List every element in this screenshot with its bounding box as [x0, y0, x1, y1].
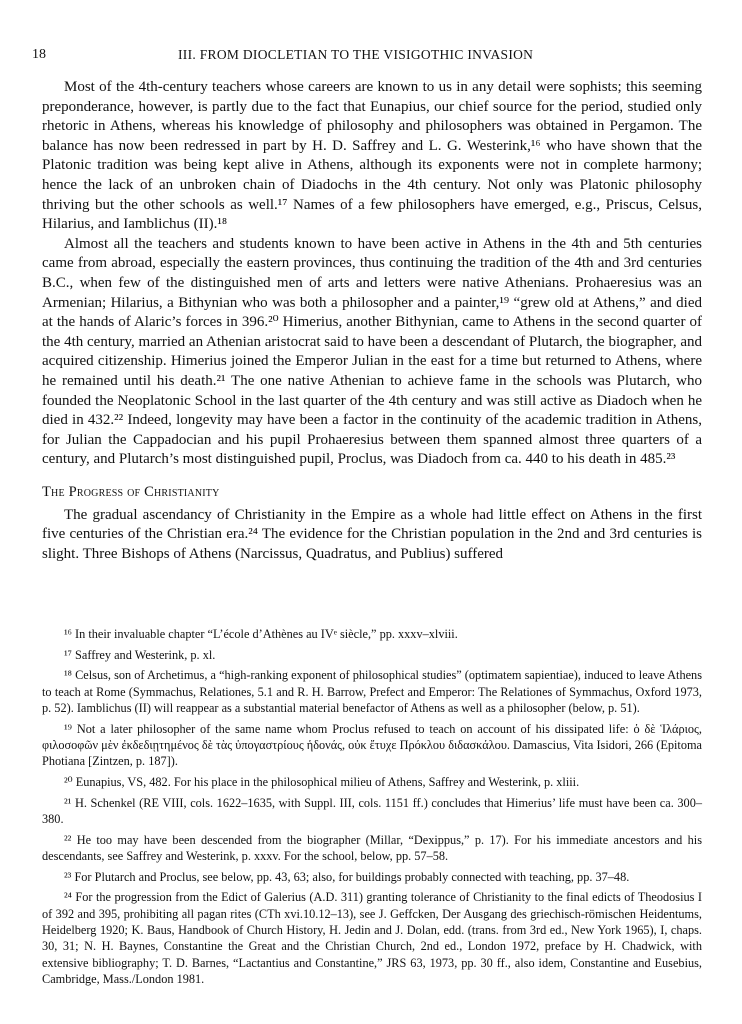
footnote-24: ²⁴ For the progression from the Edict of Galerius (A.D. 311) granting tolerance of Christianity to the final edicts of Theodosius I of 392 and 395, prohibiting all pagan rites (CTh xvi.10.12–13), see J. Geffcken, Der Ausgang des griechisch-römischen Heidentums, Heidelberg 1920; K. Baus, Handbook of Church History, H. Jedin and J. Dolan, edd. (trans. from 3rd ed., New York 1965), I, chaps. 30, 31; N. H. Baynes, Constantine the Great and the Christian Church, 2nd ed., London 1972, preface by H. Chadwick, with extensive bibliography; T. D. Barnes, “Lactantius and Constantine,” JRS 63, 1973, pp. 30 ff., also idem, Constantine and Eusebius, Cambridge, Mass./London 1981. [42, 890, 702, 987]
section-heading: The Progress of Christianity [42, 483, 220, 500]
paragraph-1: Most of the 4th-century teachers whose careers are known to us in any detail were sophists; this seeming preponderance, however, is partly due to the fact that Eunapius, our chief source for the period, studied only rhetoric in Athens, whereas his knowledge of philosophy and philosophers was obtained in Pergamon. The balance has now been redressed in part by H. D. Saffrey and L. G. Westerink,¹⁶ who have shown that the Platonic tradition was being kept alive in Athens, although its exponents were not in complete harmony; hence the lack of an unbroken chain of Diadochs in the 4th century. Not only was Platonic philosophy thriving but the other schools as well.¹⁷ Names of a few philosophers have emerged, e.g., Priscus, Celsus, Hilarius, and Iamblichus (II).¹⁸ [42, 79, 702, 233]
footnote-23: ²³ For Plutarch and Proclus, see below, pp. 43, 63; also, for buildings probably connected with teaching, pp. 37–48. [64, 869, 630, 884]
footnote-16: ¹⁶ In their invaluable chapter “L’école d’Athènes au IVᵉ siècle,” pp. xxxv–xlviii. [64, 627, 458, 641]
page-number: 18 [32, 47, 46, 62]
footnotes [42, 626, 702, 992]
running-head: III. FROM DIOCLETIAN TO THE VISIGOTHIC INVASION [178, 47, 534, 62]
paragraph-2: Almost all the teachers and students known to have been active in Athens in the 4th and 5th centuries came from abroad, especially the eastern provinces, thus continuing the tradition of the 4th and 3rd centuries B.C., when few of the distinguished men of arts and letters were native Athenians. Prohaeresius was an Armenian; Hilarius, a Bithynian who was both a philosopher and a painter,¹⁹ “grew old at Athens,” and died at the hands of Alaric’s forces in 396.²⁰ Himerius, another Bithynian, came to Athens in the second quarter of the 4th century, married an Athenian aristocrat said to have been a descendant of Plutarch, the biographer, and acquired citizenship. Himerius joined the Emperor Julian in the east for a time but returned to Athens, where he remained until his death.²¹ The one native Athenian to achieve fame in the schools was Plutarch, who founded the Neoplatonic School in the last quarter of the 4th century and was still active as Diadoch when he died in 432.²² Indeed, longevity may have been a factor in the continuity of the academic tradition in Athens, for Julian the Cappadocian and his pupil Prohaeresius between them spanned almost three quarters of a century, and Plutarch’s most distinguished pupil, Proclus, was Diadoch from ca. 440 to his death in 485.²³ [42, 235, 702, 468]
footnote-20: ²⁰ Eunapius, VS, 482. For his place in the philosophical milieu of Athens, Saffrey and Westerink, p. xliii. [64, 775, 580, 789]
footnote-22: ²² He too may have been descended from the biographer (Millar, “Dexippus,” p. 17). For his immediate ancestors and his descendants, see Saffrey and Westerink, p. xxxv. For the school, below, pp. 57–58. [42, 832, 702, 863]
paragraph-3: The gradual ascendancy of Christianity in the Empire as a whole had little effect on Athens in the first five centuries of the Christian era.²⁴ The evidence for the Christian population in the 2nd and 3rd centuries is slight. Three Bishops of Athens (Narcissus, Quadratus, and Publius) suffered [42, 506, 702, 563]
footnote-18: ¹⁸ Celsus, son of Archetimus, a “high-ranking exponent of philosophical studies” (optimatem sapientiae), induced to leave Athens to teach at Rome (Symmachus, Relationes, 5.1 and R. H. Barrow, Prefect and Emperor: The Relationes of Symmachus, Oxford 1973, p. 52). Iamblichus (II) will reappear as a substantial material benefactor of Athens as well as a philosopher (below, p. 51). [42, 668, 702, 715]
footnote-19: ¹⁹ Not a later philosopher of the same name whom Proclus refused to teach on account of his dissipated life: ὁ δὲ Ἱλάριος, φιλοσοφῶν μὲν ἐκδεδιῃτημένος δὲ τὰς ὑπογαστρίους ἡδονάς, οὐκ ἔτυχε Πρόκλου διδασκάλου. Damascius, Vita Isidori, 266 (Epitoma Photiana [Zintzen, p. 187]). [42, 721, 702, 769]
footnote-17: ¹⁷ Saffrey and Westerink, p. xl. [64, 647, 216, 662]
footnote-21: ²¹ H. Schenkel (RE VIII, cols. 1622–1635, with Suppl. III, cols. 1151 ff.) concludes that Himerius’ life must have been ca. 300–380. [42, 795, 702, 826]
main-text [42, 78, 702, 565]
